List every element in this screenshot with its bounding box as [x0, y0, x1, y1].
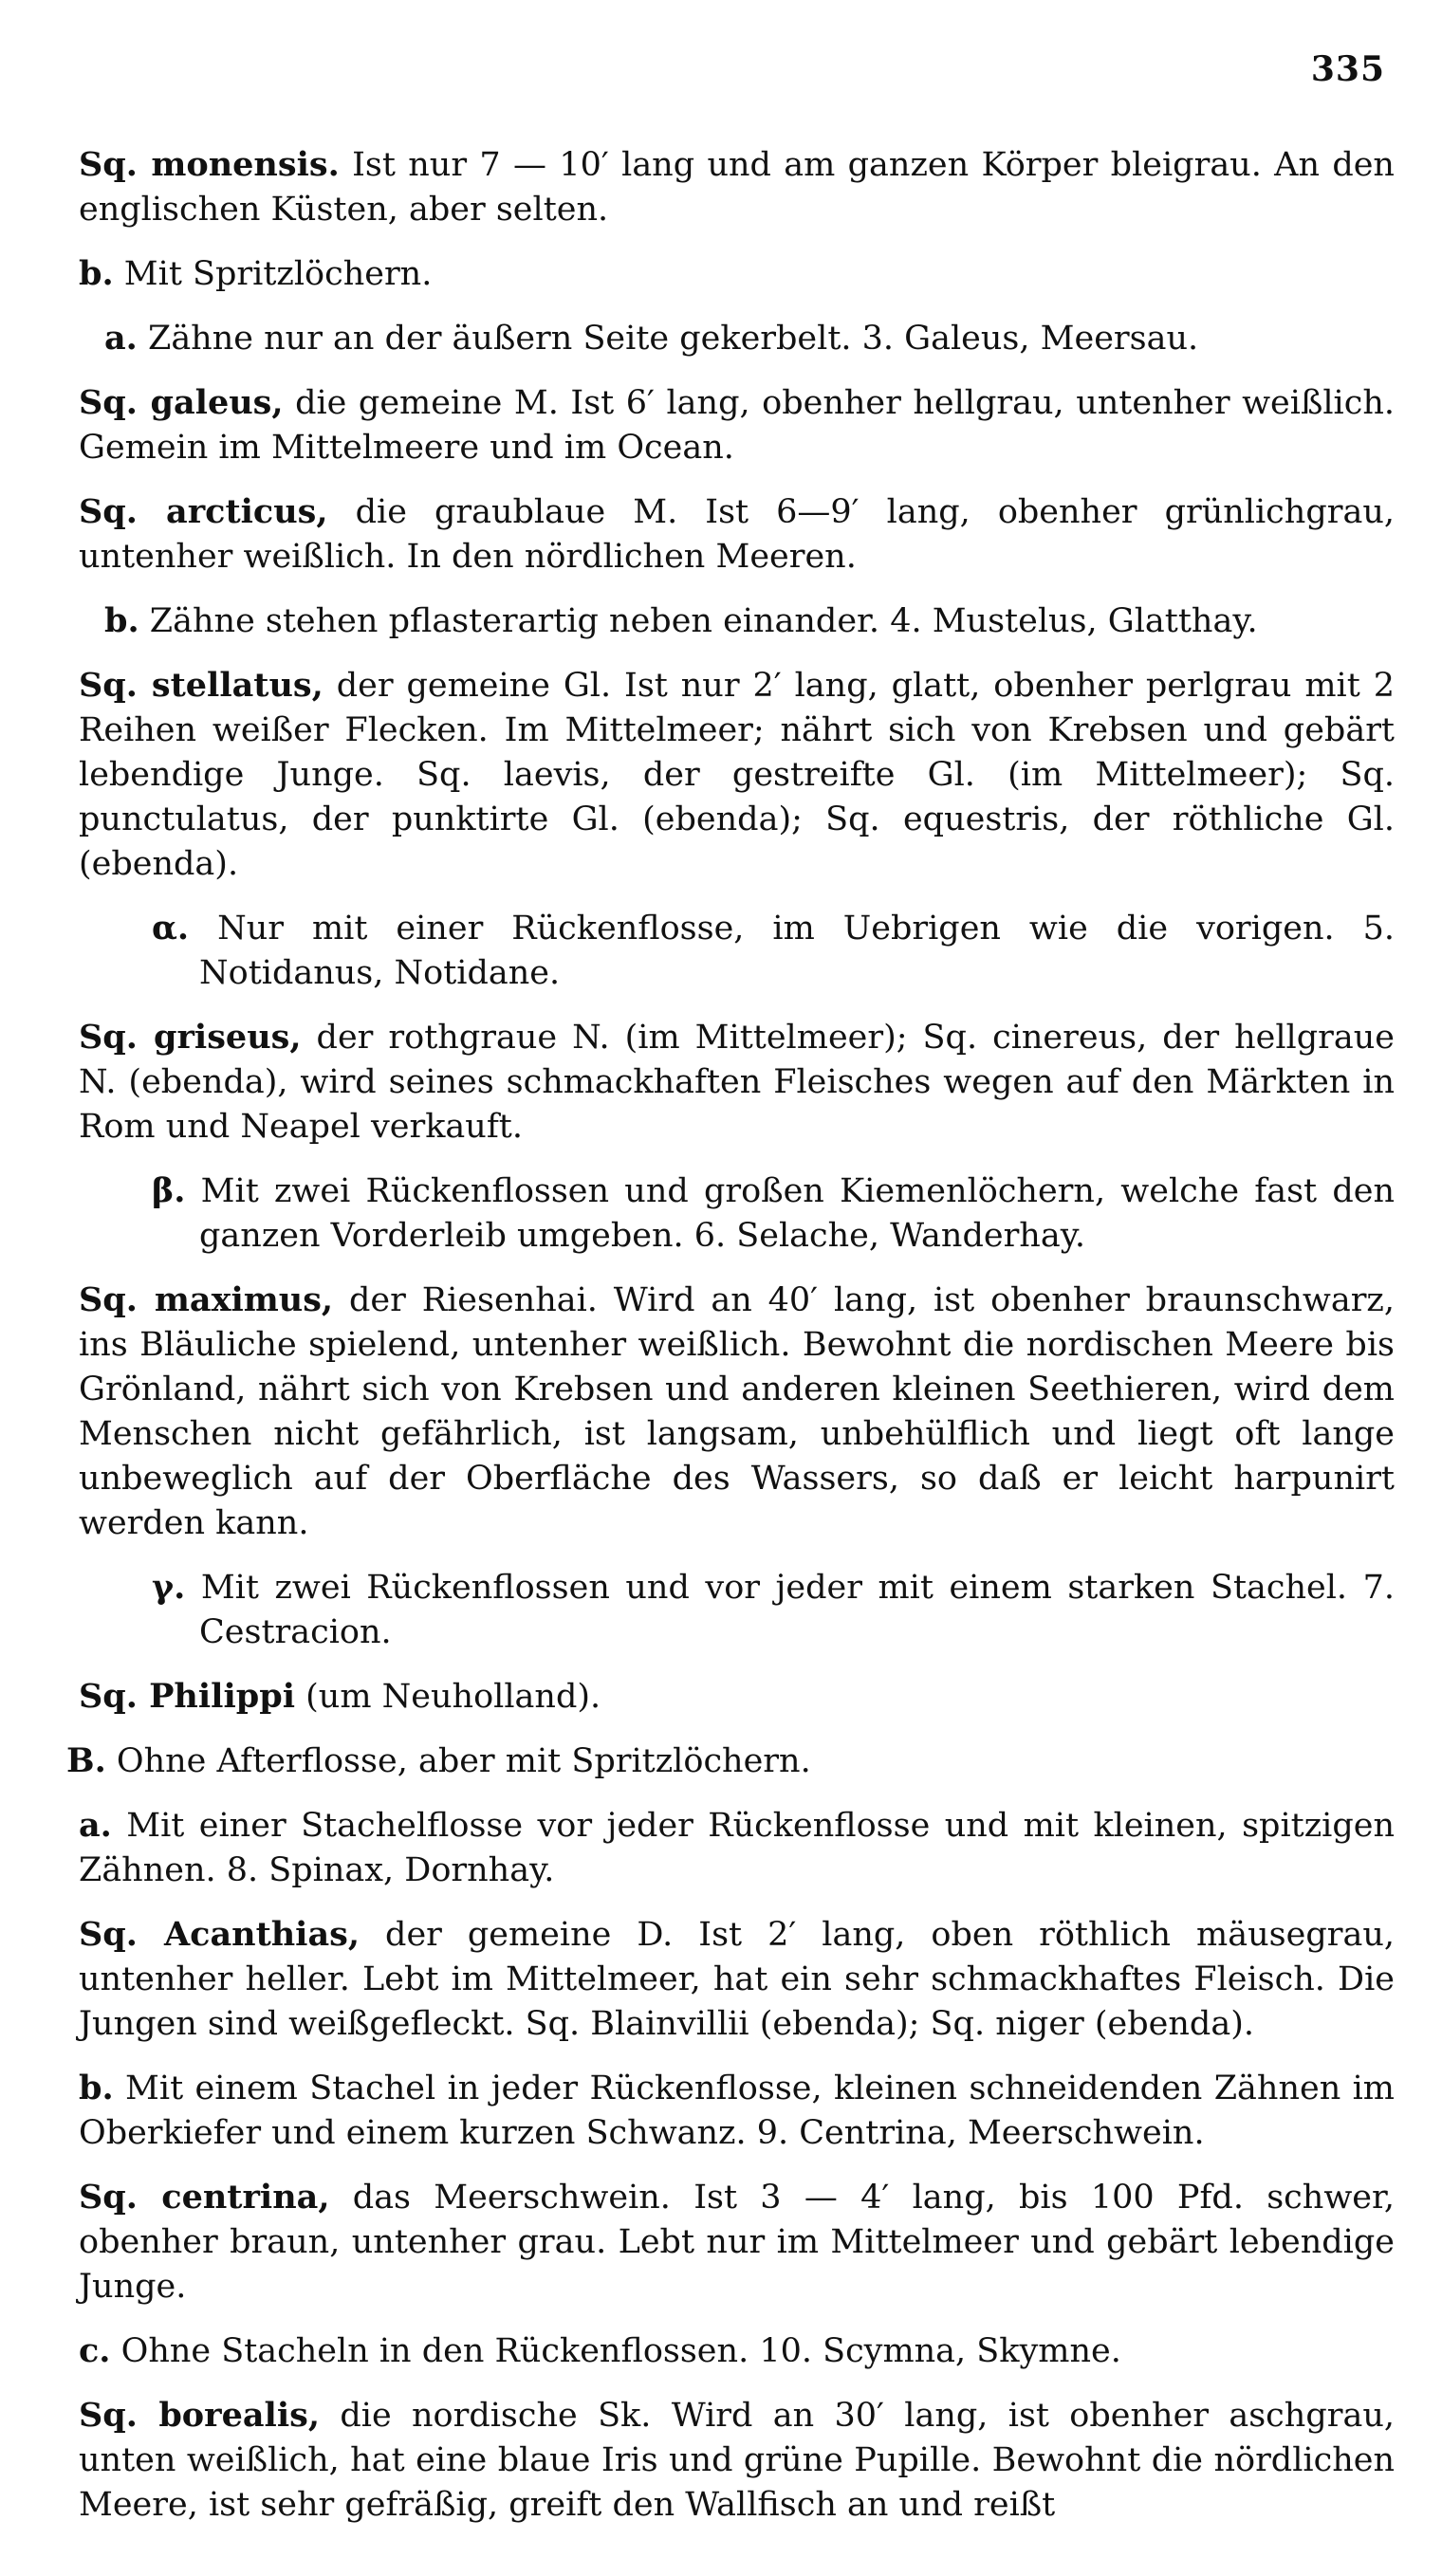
- entry-lead: Sq. borealis,: [79, 2396, 321, 2435]
- entry-lead: a.: [79, 1806, 112, 1845]
- classification-heading: [66, 2066, 1395, 2156]
- entry-lead: Sq. monensis.: [79, 145, 340, 184]
- entry-lead: c.: [79, 2331, 111, 2370]
- entry-text: Mit einem Stachel in jeder Rückenflosse, kleinen schneidenden Zähnen im Oberkiefer und einem kurzen Schwanz. 9. Centrina, Meerschwein.: [79, 2070, 1395, 2152]
- entry-text: die gemeine M. Ist 6′ lang, obenher hellgrau, untenher weißlich. Gemein im Mittelmeere und im Ocean.: [79, 384, 1395, 467]
- entry-text: die nordische Sk. Wird an 30′ lang, ist obenher aschgrau, unten weißlich, hat eine blaue Iris und grüne Pupille. Bewohnt die nördlichen Meere, ist sehr gefräßig, greift den Wallfisch an und reißt: [79, 2397, 1395, 2524]
- entry-lead: Sq. Acanthias,: [79, 1915, 360, 1954]
- species-entry: [66, 2175, 1395, 2309]
- entry-lead: Sq. stellatus,: [79, 666, 324, 705]
- entry-lead: β.: [152, 1171, 186, 1210]
- entry-lead: Sq. griseus,: [79, 1018, 302, 1057]
- entry-text: Zähne stehen pflasterartig neben einander. 4. Mustelus, Glatthay.: [139, 602, 1258, 640]
- entry-text: Mit einer Stachelflosse vor jeder Rückenflosse und mit kleinen, spitzigen Zähnen. 8. Spinax, Dornhay.: [79, 1807, 1395, 1889]
- page-body: [66, 142, 1395, 2547]
- entry-lead: Sq. Philippi: [79, 1677, 296, 1716]
- entry-text: der Riesenhai. Wird an 40′ lang, ist obenher braunschwarz, ins Bläuliche spielend, untenher weißlich. Bewohnt die nordischen Meere bis Grönland, nährt sich von Krebsen und anderen kleinen Seethieren, wird dem Menschen nicht gefährlich, ist langsam, unbehülflich und liegt oft lange unbeweglich auf der Oberfläche des Wassers, so daß er leicht harpunirt werden kann.: [79, 1281, 1395, 1542]
- entry-lead: Sq. arcticus,: [79, 492, 328, 531]
- entry-text: Zähne nur an der äußern Seite gekerbelt. 3. Galeus, Meersau.: [137, 320, 1199, 358]
- species-entry: [66, 489, 1395, 580]
- species-entry: [66, 663, 1395, 887]
- entry-lead: a.: [104, 319, 138, 358]
- classification-heading: [66, 1739, 1395, 1784]
- entry-text: der rothgraue N. (im Mittelmeer); Sq. cinereus, der hellgraue N. (ebenda), wird seines schmackhaften Fleisches wegen auf den Märkten in Rom und Neapel verkauft.: [79, 1019, 1395, 1146]
- species-entry: [66, 2393, 1395, 2528]
- entry-lead: Sq. maximus,: [79, 1280, 334, 1319]
- classification-heading: [66, 906, 1395, 996]
- entry-text: Ohne Stacheln in den Rückenflossen. 10. Scymna, Skymne.: [110, 2332, 1121, 2370]
- entry-text: Ohne Afterflosse, aber mit Spritzlöchern.: [105, 1742, 811, 1780]
- entry-lead: γ.: [152, 1568, 186, 1607]
- entry-lead: b.: [104, 601, 139, 640]
- entry-text: der gemeine Gl. Ist nur 2′ lang, glatt, obenher perlgrau mit 2 Reihen weißer Flecken. Im Mittelmeer; nährt sich von Krebsen und gebärt lebendige Junge. Sq. laevis, der gestreifte Gl. (im Mittelmeer); Sq. punctulatus, der punktirte Gl. (ebenda); Sq. equestris, der röthliche Gl. (ebenda).: [79, 667, 1395, 883]
- species-entry: [66, 1015, 1395, 1150]
- species-entry: [66, 142, 1395, 232]
- entry-text: Mit zwei Rückenflossen und vor jeder mit einem starken Stachel. 7. Cestracion.: [185, 1569, 1395, 1651]
- classification-heading: [66, 251, 1395, 297]
- entry-lead: α.: [152, 909, 190, 948]
- entry-lead: b.: [79, 254, 114, 293]
- classification-heading: [66, 598, 1395, 644]
- entry-text: das Meerschwein. Ist 3 — 4′ lang, bis 100 Pfd. schwer, obenher braun, untenher grau. Lebt nur im Mittelmeer und gebärt lebendige Junge.: [79, 2179, 1396, 2306]
- classification-heading: [66, 1168, 1395, 1259]
- entry-text: der gemeine D. Ist 2′ lang, oben röthlich mäusegrau, untenher heller. Lebt im Mittelmeer, hat ein sehr schmackhaftes Fleisch. Die Jungen sind weißgefleckt. Sq. Blainvillii (ebenda); Sq. niger (ebenda).: [79, 1916, 1395, 2043]
- entry-text: Mit Spritzlöchern.: [113, 255, 433, 293]
- entry-text: Ist nur 7 — 10′ lang und am ganzen Körper bleigrau. An den englischen Küsten, aber selten.: [79, 146, 1395, 229]
- entry-lead: Sq. galeus,: [79, 383, 284, 422]
- entry-text: die graublaue M. Ist 6—9′ lang, obenher grünlichgrau, untenher weißlich. In den nördlichen Meeren.: [79, 493, 1395, 576]
- species-entry: [66, 380, 1395, 470]
- classification-heading: [66, 1803, 1395, 1893]
- entry-text: (um Neuholland).: [295, 1678, 601, 1716]
- entry-text: Nur mit einer Rückenflosse, im Uebrigen wie die vorigen. 5. Notidanus, Notidane.: [189, 910, 1395, 992]
- classification-heading: [66, 1565, 1395, 1655]
- entry-lead: b.: [79, 2069, 114, 2107]
- entry-text: Mit zwei Rückenflossen und großen Kiemenlöchern, welche fast den ganzen Vorderleib umgeben. 6. Selache, Wanderhay.: [185, 1172, 1395, 1255]
- species-entry: [66, 1912, 1395, 2047]
- classification-heading: [66, 316, 1395, 361]
- species-entry: [66, 1278, 1395, 1546]
- page-number: 335: [1310, 49, 1385, 89]
- entry-lead: Sq. centrina,: [79, 2178, 330, 2217]
- species-entry: [66, 1674, 1395, 1720]
- entry-lead: B.: [66, 1741, 106, 1780]
- classification-heading: [66, 2328, 1395, 2374]
